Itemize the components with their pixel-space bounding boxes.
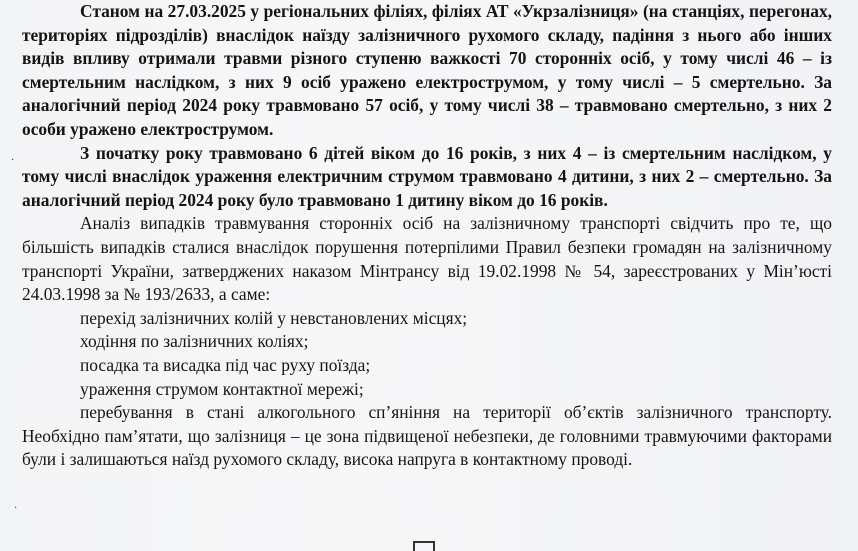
paragraph-injury-statistics: Станом на 27.03.2025 у регіональних філіях, філіях АТ «Укрзалізниця» (на станціях, перегонах, територіях підрозділів) внаслідок наїзду залізничного рухомого складу, падіння з нього або інших видів впливу отримали травми різного ступеню важкості 70 сторонніх осіб, у тому числі 46 – із смертельним наслідком, з них 9 осіб уражено електрострумом, у тому числі – 5 смертельно. За аналогічний період 2024 року травмовано 57 осіб, у тому числі 38 – травмовано смертельно, з них 2 особи уражено електрострумом. (22, 1, 832, 139)
list-item: ураження струмом контактної мережі; (80, 378, 364, 399)
page-continuation-mark (413, 541, 435, 551)
list-item: перехід залізничних колій у невстановлених місцях; (80, 307, 468, 328)
list-item: ходіння по залізничних коліях; (80, 331, 309, 352)
paragraph-alcohol-warning: перебування в стані алкогольного сп’яніння на території об’єктів залізничного транспорту. Необхідно пам’ятати, що залізниця – це зона підвищеної небезпеки, де головними травмуючими факторами були і залишаються наїзд рухомого складу, висока напруга в контактному проводі. (22, 402, 832, 470)
list-item: посадка та висадка під час руху поїзда; (80, 354, 371, 375)
scan-speck: · (14, 503, 18, 514)
paragraph-analysis: Аналіз випадків травмування сторонніх осіб на залізничному транспорті свідчить про те, що більшість випадків сталися внаслідок порушення потерпілими Правил безпеки громадян на залізничному транспорті України, затверджених наказом Мінтрансу від 19.02.1998 № 54, зареєстрованих у Мін’юсті 24.03.1998 за № 193/2633, а саме: (22, 213, 832, 305)
scan-speck: · (11, 155, 15, 166)
paragraph-children-statistics: З початку року травмовано 6 дітей віком до 16 років, з них 4 – із смертельним наслідком, у тому числі внаслідок ураження електричним струмом травмовано 4 дитини, з них 2 – смертельно. За аналогічний період 2024 року було травмовано 1 дитину віком до 16 років. (22, 142, 832, 210)
violations-list (22, 307, 832, 401)
